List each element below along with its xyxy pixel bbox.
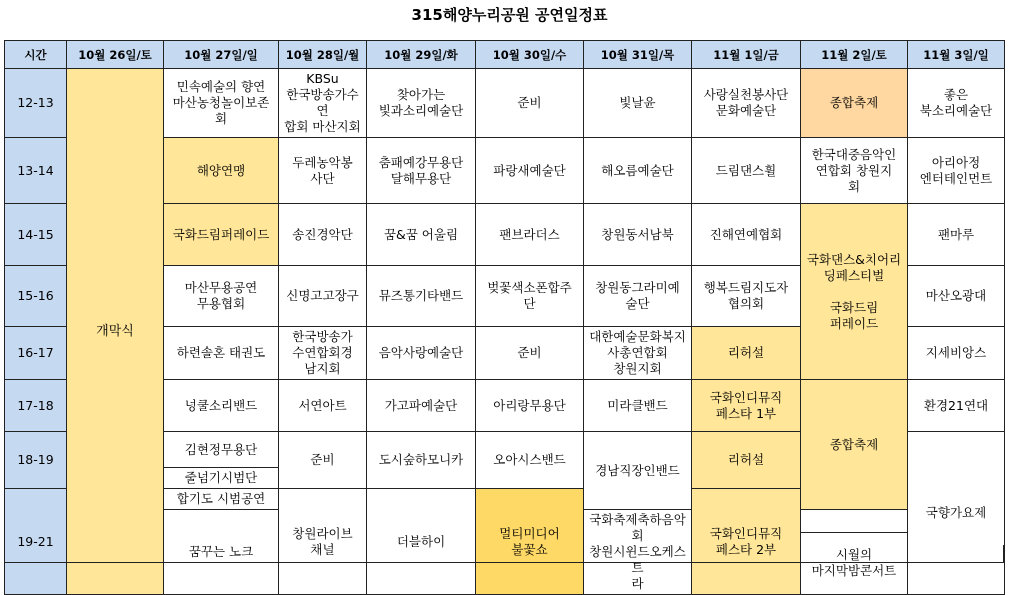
event-cell: 김현정무용단 [164, 432, 279, 468]
table-row [5, 69, 1005, 138]
time-slot: 12-13 [5, 69, 67, 138]
event-cell: 넝쿨소리밴드 [164, 380, 279, 432]
event-cell: 송진경악단 [279, 204, 367, 266]
header-day: 10월 26일/토 [67, 41, 164, 69]
event-cell: 두레농악봉 사단 [279, 138, 367, 204]
event-cell: 종합축제 [801, 380, 908, 510]
time-slot: 19-21 [5, 489, 67, 595]
event-cell: 미라클밴드 [584, 380, 692, 432]
event-cell: 국화댄스&치어리 딩페스티벌 국화드림 퍼레이드 [801, 204, 908, 380]
header-row [5, 41, 1005, 69]
event-cell: 팬브라더스 [476, 204, 584, 266]
event-cell: 리허설 [692, 327, 801, 380]
event-cell: 국향가요제 [908, 432, 1005, 595]
event-cell: 드림댄스휠 [692, 138, 801, 204]
time-slot: 17-18 [5, 380, 67, 432]
header-day: 10월 28일/월 [279, 41, 367, 69]
header-day: 10월 31일/목 [584, 41, 692, 69]
event-cell: 지세비앙스 [908, 327, 1005, 380]
event-cell: 도시숲하모니카 [367, 432, 476, 489]
event-cell: 파랑새예술단 [476, 138, 584, 204]
event-cell: 사랑실천봉사단 문화예술단 [692, 69, 801, 138]
event-cell: 신명고고장구 [279, 266, 367, 327]
event-cell: 멀티미디어 불꽃쇼 [476, 489, 584, 595]
event-cell: 더블하이 [367, 489, 476, 595]
event-cell: 국화인디뮤직 페스타 1부 [692, 380, 801, 432]
table-footer-row [4, 545, 1004, 563]
event-cell: 시월의 마지막밤콘서트 [801, 532, 908, 594]
event-cell: 팬마루 [908, 204, 1005, 266]
event-cell: 민속예술의 향연 마산농청놀이보존회 [164, 69, 279, 138]
event-cell: 꿈&꿈 어울림 [367, 204, 476, 266]
event-cell: 환경21연대 [908, 380, 1005, 432]
event-cell: 준비 [476, 69, 584, 138]
event-cell: 마산오광대 [908, 266, 1005, 327]
event-cell: 줄넘기시범단 [164, 468, 279, 489]
header-day: 11월 1일/금 [692, 41, 801, 69]
event-cell: 창원동그라미예 술단 [584, 266, 692, 327]
event-cell: 가고파예술단 [367, 380, 476, 432]
event-cell: 국화축제축하음악회 창원시윈드오케스트 라 [584, 510, 692, 595]
event-cell: 꿈꾸는 노크 [164, 510, 279, 595]
event-cell: 춤패예강무용단 달해무용단 [367, 138, 476, 204]
event-cell: 개막식 [67, 69, 164, 595]
time-slot: 15-16 [5, 266, 67, 327]
header-day: 10월 29일/화 [367, 41, 476, 69]
event-cell: KBSu 한국방송가수연 합회 마산지회 [279, 69, 367, 138]
event-cell: 종합축제 [801, 69, 908, 138]
event-cell: 진해연예협회 [692, 204, 801, 266]
event-cell: 창원동서남북 [584, 204, 692, 266]
event-cell: 경남직장인밴드 [584, 432, 692, 510]
time-slot: 13-14 [5, 138, 67, 204]
schedule-table [4, 40, 1005, 595]
event-cell: 마산무용공연 무용협회 [164, 266, 279, 327]
event-cell: 한국방송가 수연합회경 남지회 [279, 327, 367, 380]
event-cell: 해오름예술단 [584, 138, 692, 204]
header-day: 10월 27일/일 [164, 41, 279, 69]
event-cell: 오아시스밴드 [476, 432, 584, 489]
event-cell: 찾아가는 빛과소리예술단 [367, 69, 476, 138]
header-day: 11월 3일/일 [908, 41, 1005, 69]
event-cell: 벚꽃색소폰합주 단 [476, 266, 584, 327]
header-time: 시간 [5, 41, 67, 69]
event-cell: 음악사랑예술단 [367, 327, 476, 380]
event-cell: 합기도 시범공연 [164, 489, 279, 510]
event-cell: 준비 [476, 327, 584, 380]
event-cell: 아리아정 엔터테인먼트 [908, 138, 1005, 204]
event-cell: 좋은 북소리예술단 [908, 69, 1005, 138]
event-cell: 서연아트 [279, 380, 367, 432]
page-title: 315해양누리공원 공연일정표 [411, 6, 608, 24]
event-cell: 국화인디뮤직 페스타 2부 [692, 489, 801, 595]
event-cell: 국화드림퍼레이드 [164, 204, 279, 266]
event-cell: 행복드림지도자 협의회 [692, 266, 801, 327]
event-cell: 대한예술문화복지 사총연합회 창원지회 [584, 327, 692, 380]
event-cell: 빛날윤 [584, 69, 692, 138]
event-cell: 리허설 [692, 432, 801, 489]
header-day: 11월 2일/토 [801, 41, 908, 69]
event-cell: 뮤즈통기타밴드 [367, 266, 476, 327]
event-cell: 해양연맹 [164, 138, 279, 204]
time-slot: 16-17 [5, 327, 67, 380]
time-slot: 14-15 [5, 204, 67, 266]
event-cell: 창원라이브 채널 [279, 489, 367, 595]
header-day: 10월 30일/수 [476, 41, 584, 69]
event-cell: 하련솔혼 태권도 [164, 327, 279, 380]
event-cell: 준비 [279, 432, 367, 489]
event-cell: 아리랑무용단 [476, 380, 584, 432]
event-cell: 한국대중음악인 연합회 창원지 회 [801, 138, 908, 204]
time-slot: 18-19 [5, 432, 67, 489]
